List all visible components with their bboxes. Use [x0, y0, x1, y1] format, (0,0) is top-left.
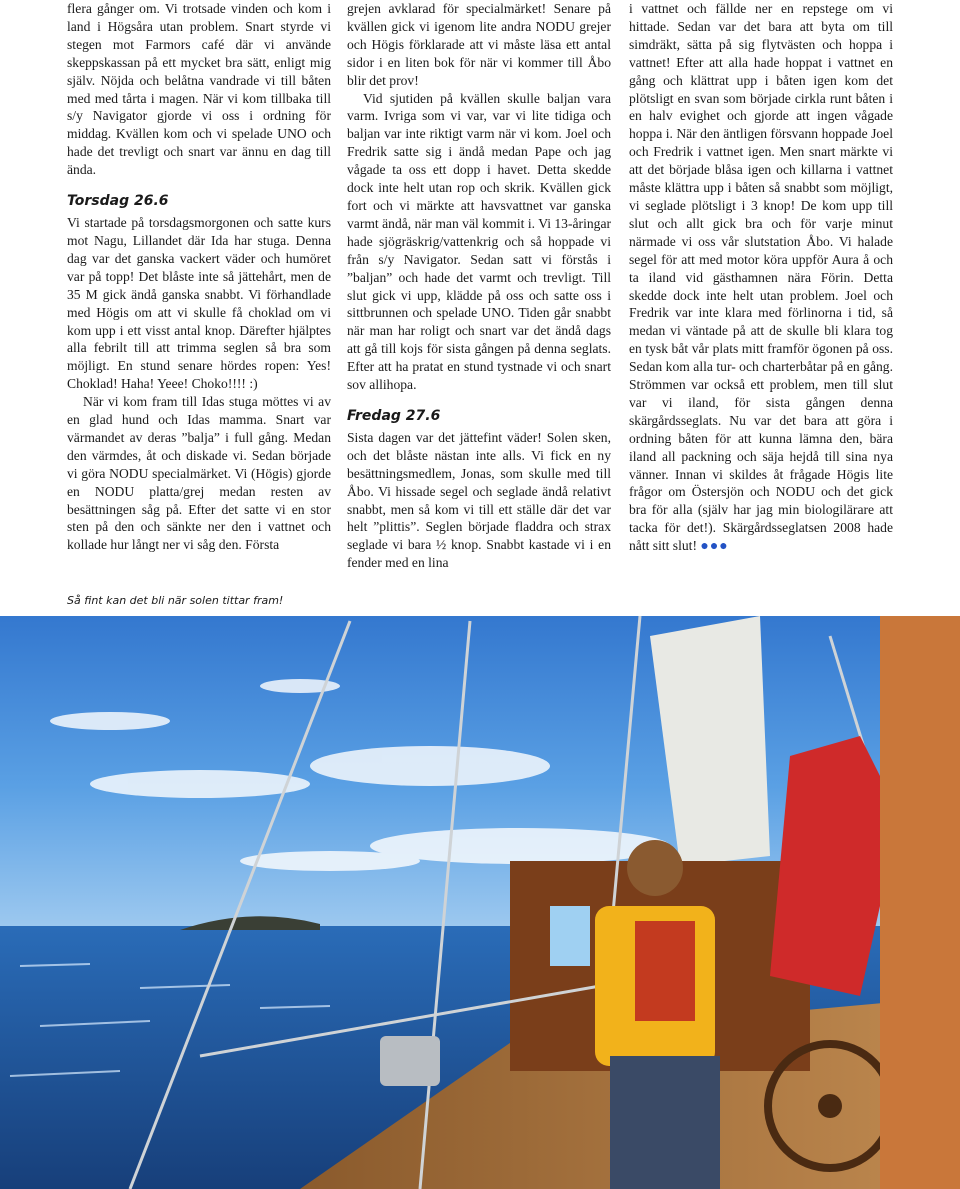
end-mark: ●●●	[700, 539, 729, 555]
article-column-2	[347, 0, 611, 572]
body-paragraph: flera gånger om. Vi trotsade vinden och kom i land i Högsåra utan problem. Snart styrde vi stegen mot Farmors café där vi använde skeppskassan på ett mycket bra sätt, enligt mig själv. Nöjda och belåtna vandrade vi till båten med med tårta i magen. När vi kom tillbaka till s/y Navigator gjorde vi oss i ordning för middag. Kvällen kom och vi spelade UNO och hade det trevligt och snart var ännu en dag till ända.	[67, 1, 331, 178]
photo-caption: Så fint kan det bli när solen tittar fram!	[67, 594, 284, 607]
body-paragraph: Vi startade på torsdagsmorgonen och satte kurs mot Nagu, Lillandet där Ida har stuga. Denna dag var det ganska vackert väder och humöret var på topp! Det blåste inte så jättehårt, men de 35 M gick ändå ganska snabbt. Vi förhandlade med Högis om att vi skulle få choklad om vi kom upp i ett visst antal knop. Därefter hjälptes alla febrilt till att trimma seglen så bra som möjligt. En stund senare hördes ropen: Yes! Choklad! Haha! Yeee! Choko!!!! :)	[67, 215, 331, 392]
body-text: i vattnet och fällde ner en repstege om vi hittade. Sedan var det bara att byta om till simdräkt, sätta på sig flytvästen och hoppa i vattnet! Efter att alla hade hoppat i vattnet en gång och klättrat upp i båten igen kom det plötsligt en svan som började cirkla runt båten i en halv evighet och gjorde att ingen vågade hoppa i. När den äntligen försvann hoppade Joel och Fredrik i vattnet igen. Men snart märkte vi att det började blåsa igen och killarna i vattnet måste klättra upp i båten så snabbt som möjligt, vi seglade plötsligt i 3 knop! De kom upp till slut och allt gick bra och för varje minut närmade vi oss vår slutstation Åbo. Vi halade segel för att med motor köra uppför Aura å och ta iland vid gästhamnen nära Förin. Detta skedde dock inte helt utan problem. Joel och Fredrik var inte klara med förlinorna i tid, så medan vi väntade på att de skulle bli klara tog en tysk båt vår plats mitt framför ögonen på oss. Sedan kom alla tur- och charterbåtar på en gång. Strömmen var också ett problem, men till slut var vi iland, för sista gången denna skärgårdsseglats. Nu var det bara att göra i ordning båten för att kunna lämna den, bära iland all packning och säja hejdå till sina nya vänner. Innan vi skildes åt frågade Högis lite frågor om Östersjön och NODU och det gick bra för alla (själv har jag min biologilärare att tacka för det!). Skärgårdsseglatsen 2008 hade nått sitt slut!	[629, 1, 893, 554]
body-paragraph: grejen avklarad för specialmärket! Senare på kvällen gick vi igenom lite andra NODU grejer och Högis förklarade att vi måste läsa ett antal sidor i en liten bok för när vi kommer till Åbo blir det prov!	[347, 1, 611, 88]
article-column-1	[67, 0, 331, 554]
section-heading-fredag: Fredag 27.6	[347, 407, 441, 424]
body-paragraph: Sista dagen var det jättefint väder! Solen sken, och det blåste nästan inte alls. Vi fick en ny besättningsmedlem, Jonas, som skulle med till Åbo. Vi hissade segel och seglade ändå relativt snabbt, men så kom vi till ett ställe där det var helt ”plittis”. Seglen började fladdra och strax seglade vi bara ½ knop. Snabbt kastade vi i en fender med en lina	[347, 429, 611, 571]
section-heading-torsdag: Torsdag 26.6	[67, 193, 169, 210]
body-paragraph	[629, 0, 893, 556]
sailing-photo	[0, 616, 960, 1189]
article-column-3	[629, 0, 893, 556]
body-paragraph: Vid sjutiden på kvällen skulle baljan vara varm. Ivriga som vi var, var vi lite tidiga och baljan var inte riktigt varm när vi kom. Joel och Fredrik satte sig i ändå medan Pape och jag vågade ta oss ett dopp i havet. Detta skedde dock inte helt utan rop och skrik. Kvällen gick fort och vi märkte att havsvattnet var ganska varmt ändå, när man väl kommit i. Vi 13-åringar hade sjögräskrig/vattenkrig och så hoppade vi från s/y Navigator. Sedan satt vi förstås i ”baljan” och hade det varmt och trevligt. Till slut gick vi upp, klädde på oss och satte oss i sittbrunnen och spelade UNO. Tiden går snabbt när man har roligt och snart var det ändå dags att gå till kojs för sista gången på denna seglats. Efter att ha pratat en stund tystnade vi och snart sov allihopa.	[347, 90, 611, 393]
body-paragraph: När vi kom fram till Idas stuga möttes vi av en glad hund och Idas mamma. Snart var värmandet av deras ”balja” i full gång. Medan den värmdes, åt och diskade vi. Sedan började vi göra NODU specialmärket. Vi (Högis) gjorde en NODU platta/grej medan resten av besättningen såg på. Efter det satte vi en stor sten på den och sänkte ner den i vattnet och kollade hur långt ner vi såg den. Första	[67, 394, 331, 553]
